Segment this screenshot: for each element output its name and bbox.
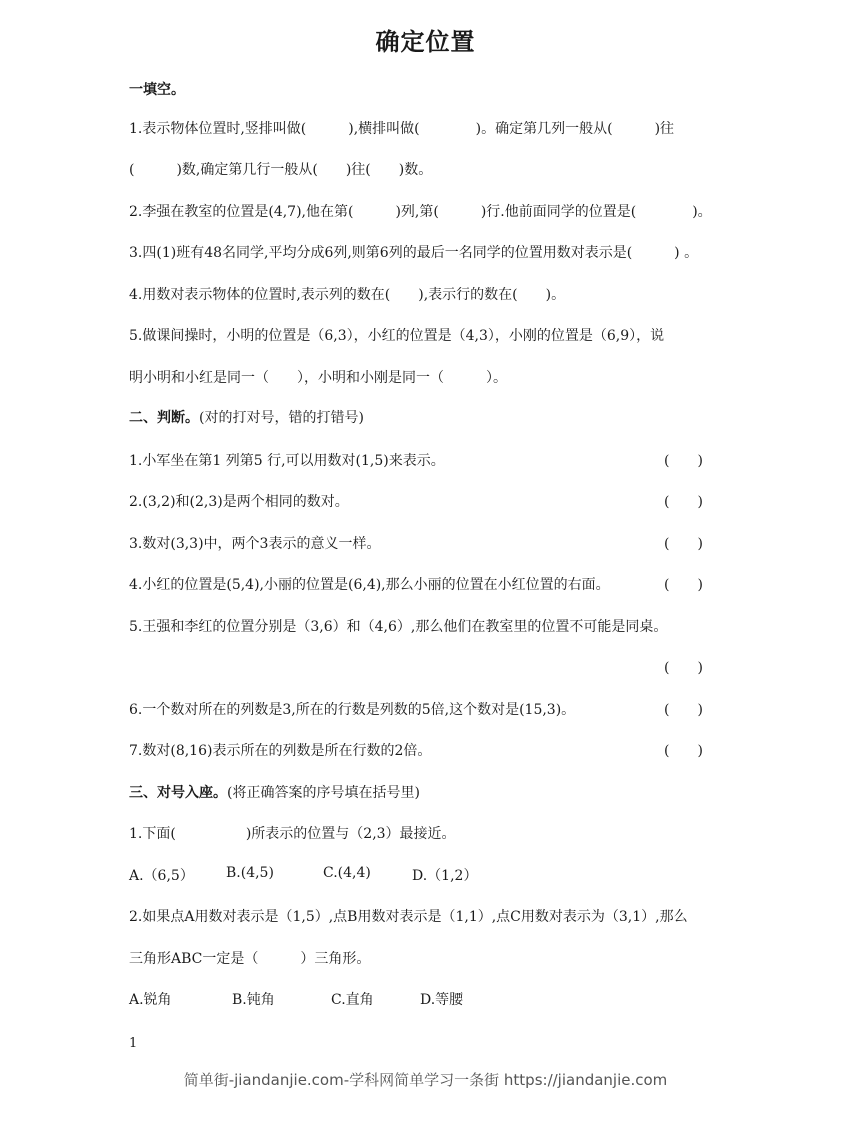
s3-q1-option-c: C.(4,4) — [323, 865, 371, 881]
s3-q2-option-d: D.等腰 — [420, 992, 464, 1008]
s1-q1-line1: 1.表示物体位置时,竖排叫做( ),横排叫做( )。确定第几列一般从( )往 — [129, 121, 675, 137]
s1-q1-line2: ( )数,确定第几行一般从( )往( )数。 — [129, 162, 433, 178]
s2-q1: 1.小军坐在第1 列第5 行,可以用数对(1,5)来表示。 — [129, 453, 445, 469]
section3-heading: 三、对号入座。 — [129, 785, 227, 801]
section3-note: (将正确答案的序号填在括号里) — [227, 785, 420, 801]
s2-q6-answer-mark: ( ) — [664, 702, 703, 718]
section2-note: (对的打对号，错的打错号) — [199, 410, 364, 426]
s2-q6: 6.一个数对所在的列数是3,所在的行数是列数的5倍,这个数对是(15,3)。 — [129, 702, 576, 718]
page-number: 1 — [129, 1036, 138, 1051]
footer-watermark: 简单街-jiandanjie.com-学科网简单学习一条街 https://jiandanjie.com — [183, 1071, 668, 1089]
s2-q2: 2.(3,2)和(2,3)是两个相同的数对。 — [129, 494, 349, 510]
s3-q2-option-a: A.锐角 — [129, 992, 172, 1008]
s3-q2-line2: 三角形ABC一定是（ ）三角形。 — [129, 951, 371, 967]
s1-q5-line2: 明小明和小红是同一（ ），小明和小刚是同一（ ）。 — [129, 370, 507, 386]
s3-q2-option-b: B.钝角 — [232, 992, 275, 1008]
section1-heading: 一填空。 — [129, 82, 185, 98]
s1-q2: 2.李强在教室的位置是(4,7),他在第( )列,第( )行.他前面同学的位置是( )。 — [129, 204, 712, 220]
s3-q2-option-c: C.直角 — [331, 992, 374, 1008]
s3-q1: 1.下面( )所表示的位置与（2,3）最接近。 — [129, 826, 456, 842]
s2-q4-answer-mark: ( ) — [664, 577, 703, 593]
s1-q4: 4.用数对表示物体的位置时,表示列的数在( ),表示行的数在( )。 — [129, 287, 566, 303]
s3-q1-option-d: D.（1,2） — [412, 868, 478, 884]
section2-heading: 二、判断。 — [129, 410, 199, 426]
s1-q3: 3.四(1)班有48名同学,平均分成6列,则第6列的最后一名同学的位置用数对表示是( ) 。 — [129, 245, 699, 261]
s2-q7-answer-mark: ( ) — [664, 743, 703, 759]
s3-q1-option-a: A.（6,5） — [129, 868, 194, 884]
s1-q5-line1: 5.做课间操时，小明的位置是（6,3），小红的位置是（4,3），小刚的位置是（6,9），说 — [129, 328, 665, 344]
s2-q5-answer-mark: ( ) — [664, 660, 703, 676]
section2-header — [129, 407, 364, 427]
page-title: 确定位置 — [375, 28, 476, 56]
s2-q7: 7.数对(8,16)表示所在的列数是所在行数的2倍。 — [129, 743, 432, 759]
s2-q3-answer-mark: ( ) — [664, 536, 703, 552]
s2-q5: 5.王强和李红的位置分别是（3,6）和（4,6）,那么他们在教室里的位置不可能是同桌。 — [129, 619, 668, 635]
s2-q4: 4.小红的位置是(5,4),小丽的位置是(6,4),那么小丽的位置在小红位置的右面。 — [129, 577, 610, 593]
s2-q1-answer-mark: ( ) — [664, 453, 703, 469]
s3-q1-option-b: B.(4,5) — [226, 865, 274, 881]
s2-q3: 3.数对(3,3)中，两个3表示的意义一样。 — [129, 536, 381, 552]
s3-q2-line1: 2.如果点A用数对表示是（1,5）,点B用数对表示是（1,1）,点C用数对表示为（3,1）,那么 — [129, 909, 688, 925]
section3-header — [129, 782, 420, 802]
s2-q2-answer-mark: ( ) — [664, 494, 703, 510]
